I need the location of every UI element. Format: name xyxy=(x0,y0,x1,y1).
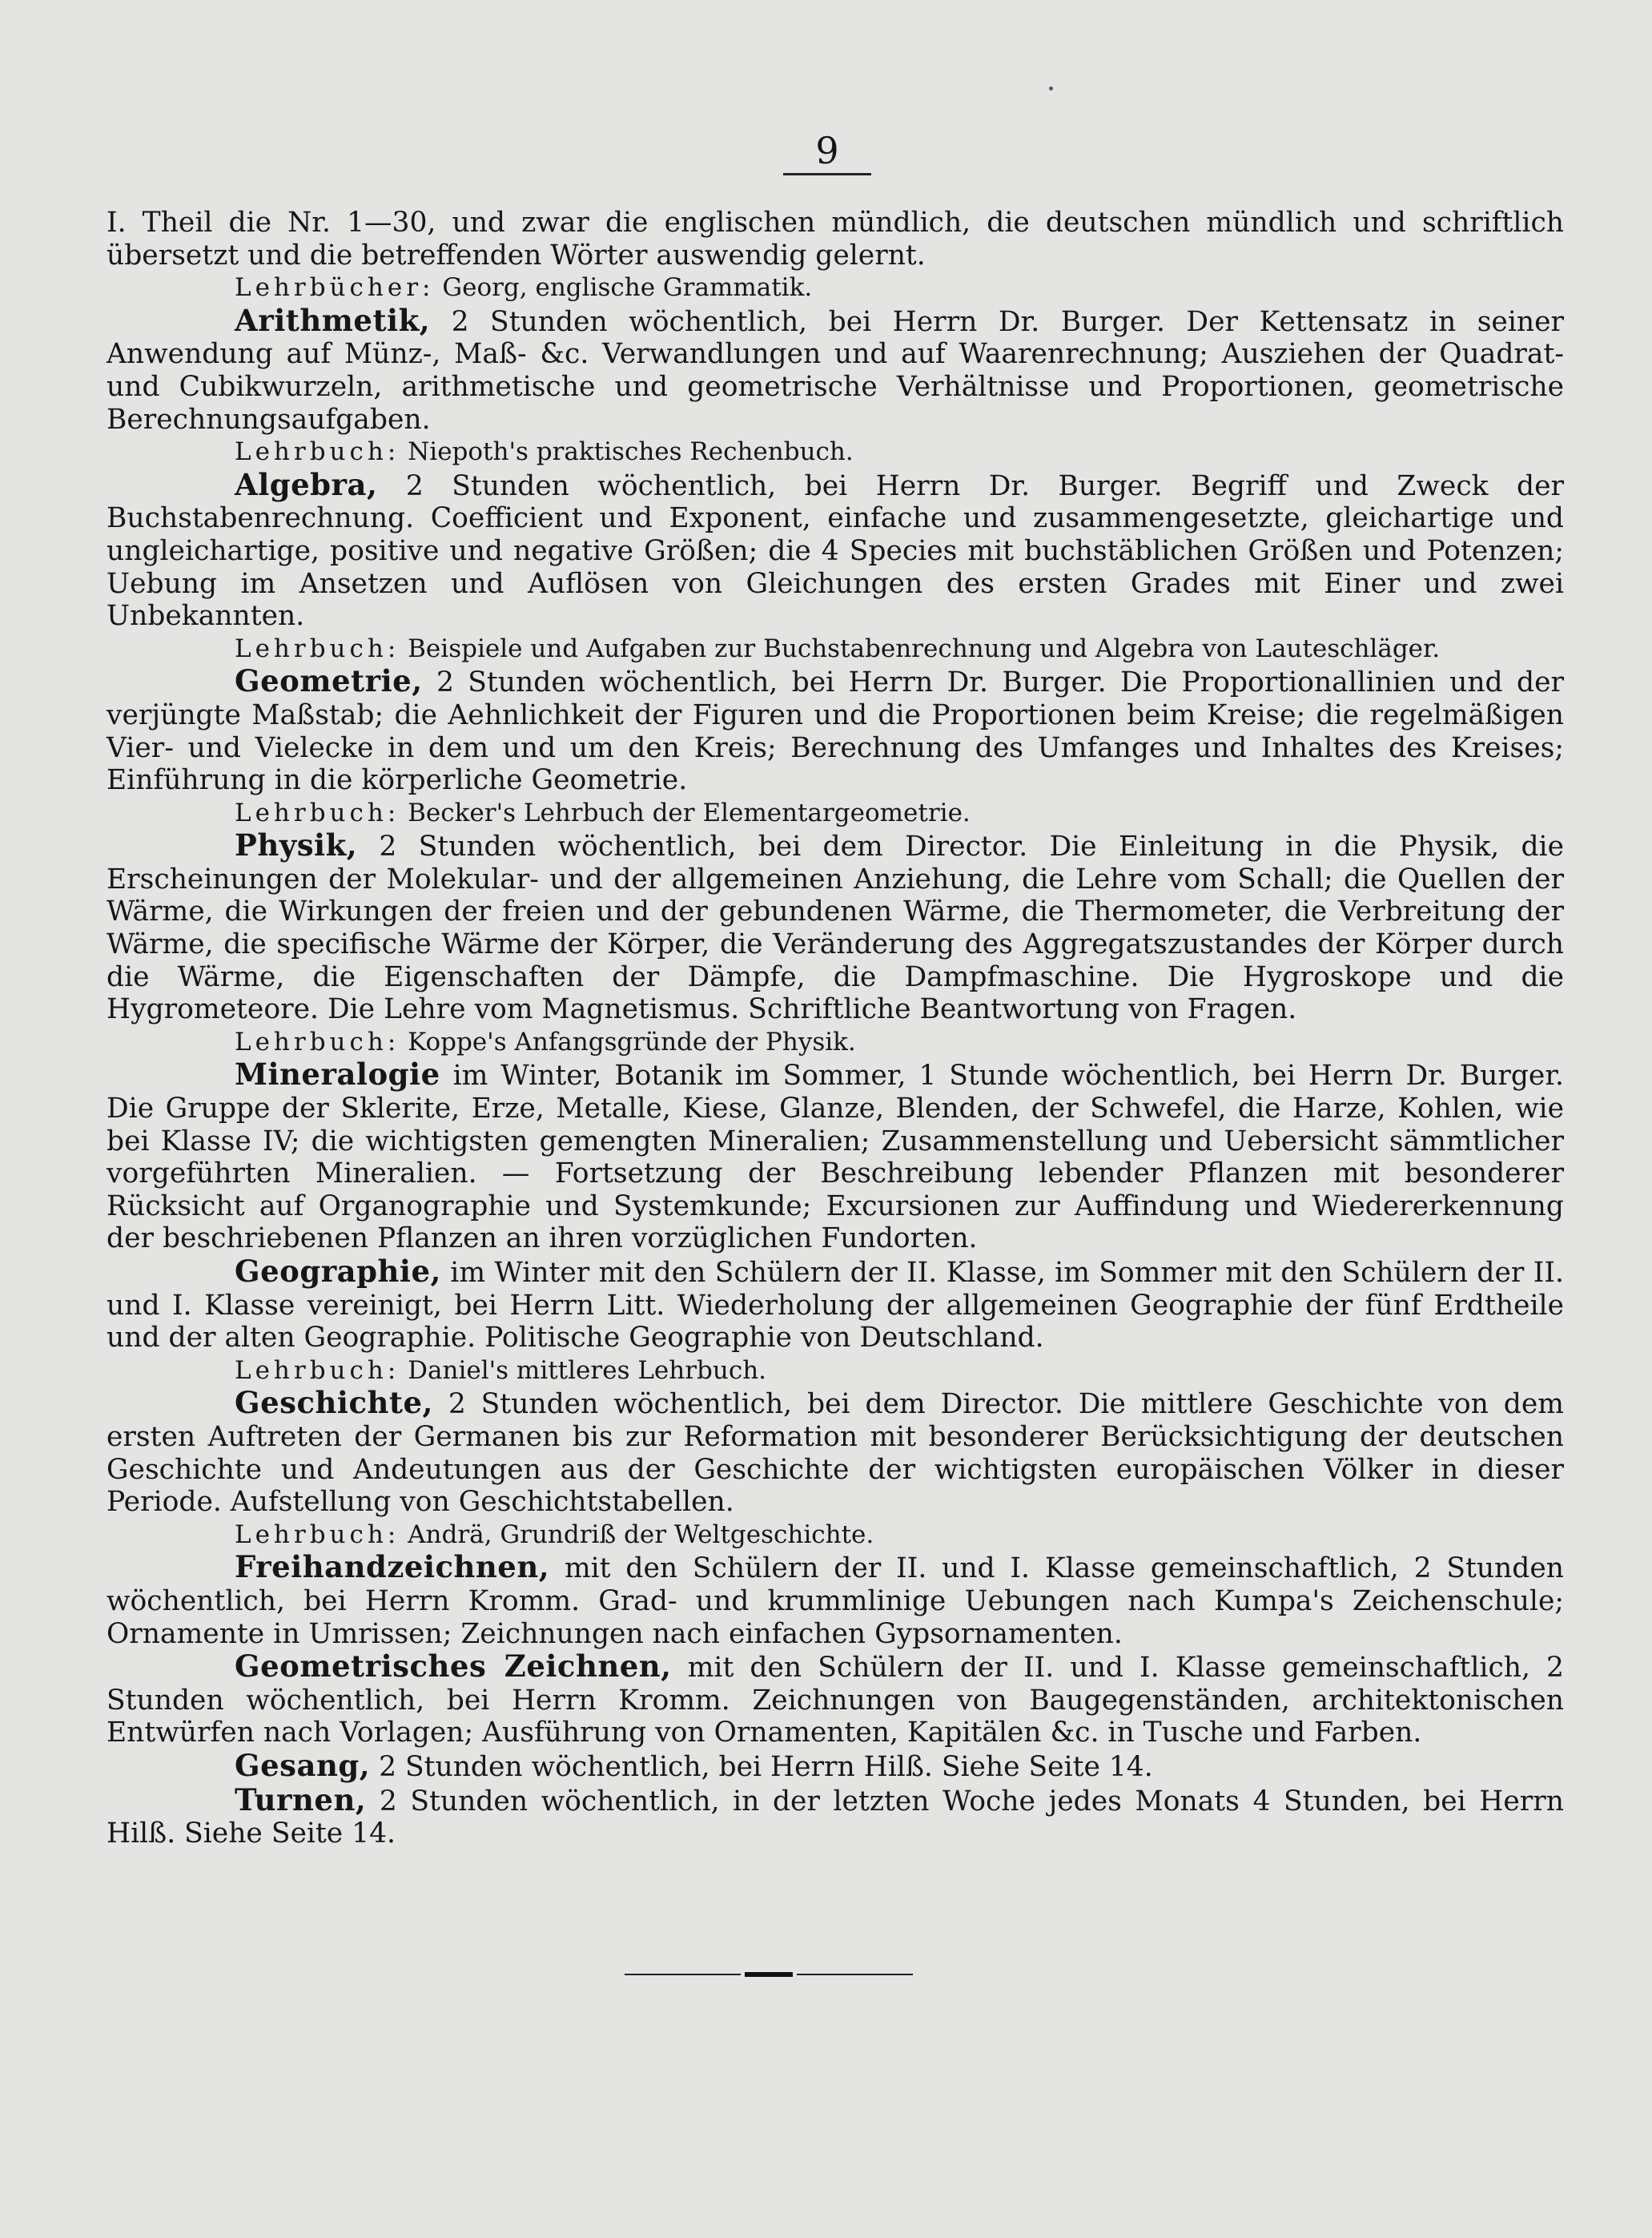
textbook-label: Lehrbuch: xyxy=(235,1027,400,1057)
rule-center-segment xyxy=(745,1972,793,1977)
paragraph-arithmetik xyxy=(107,304,1564,436)
textbook-title: Andrä, Grundriß der Weltgeschichte. xyxy=(408,1520,874,1549)
paragraph-text: 2 Stunden wöchentlich, bei dem Director. Die Einleitung in die Physik, die Erscheinungen der Molekular- und der allgemeinen Anziehung, die Lehre vom Schall; die Quellen der Wärme, die Wirkungen der freien und der gebundenen Wärme, die Thermometer, die Verbreitung der Wärme, die specifische Wärme der Körper, die Veränderung des Aggregatszustandes der Körper durch die Wärme, die Eigenschaften der Dämpfe, die Dampfmaschine. Die Hygroskope und die Hygrometeore. Die Lehre vom Magnetismus. Schriftliche Beantwortung von Fragen. xyxy=(107,831,1565,1026)
textbook-title: Becker's Lehrbuch der Elementargeometrie. xyxy=(408,798,971,827)
textbook-title: Daniel's mittleres Lehrbuch. xyxy=(408,1355,767,1385)
paragraph-geographie xyxy=(107,1255,1564,1354)
textbook-algebra xyxy=(107,633,1564,666)
paragraph-geometrisches-zeichnen xyxy=(107,1650,1564,1749)
paragraph-text: 2 Stunden wöchentlich, in der letzten Woche jedes Monats 4 Stunden, bei Herrn Hilß. Siehe Seite 14. xyxy=(107,1785,1565,1850)
paragraph-text: im Winter mit den Schülern der II. Klasse, im Sommer mit den Schülern der II. und I. Klasse vereinigt, bei Herrn Litt. Wiederholung der allgemeinen Geographie der fünf Erdtheile und der alten Geographie. Politische Geographie von Deutschland. xyxy=(107,1257,1564,1354)
textbook-english xyxy=(107,272,1564,304)
textbook-label: Lehrbuch: xyxy=(235,1355,400,1385)
curriculum-body xyxy=(107,207,1564,1850)
paragraph-freihandzeichnen xyxy=(107,1551,1564,1650)
textbook-geschichte xyxy=(107,1519,1564,1552)
paragraph-physik xyxy=(107,829,1564,1026)
textbook-physik xyxy=(107,1026,1564,1059)
paragraph-english xyxy=(107,207,1564,272)
paragraph-text: im Winter, Botanik im Sommer, 1 Stunde wöchentlich, bei Herrn Dr. Burger. Die Gruppe der Sklerite, Erze, Metalle, Kiese, Glanze, Blenden, der Schwefel, die Harze, Kohlen, wie bei Klasse IV; die wichtigsten gemengten Mineralien; Zusammenstellung und Uebersicht sämmtlicher vorgeführten Mineralien. — Fortsetzung der Beschreibung lebender Pflanzen mit besonderer Rücksicht auf Organographie und Systemkunde; Excursionen zur Auffindung und Wiedererkennung der beschriebenen Pflanzen an ihren vorzüglichen Fundorten. xyxy=(107,1060,1565,1255)
page-number: 9 xyxy=(783,128,871,175)
textbook-title: Beispiele und Aufgaben zur Buchstabenrechnung und Algebra von Lauteschläger. xyxy=(408,634,1441,663)
subject-heading: Geometrie, xyxy=(235,663,423,699)
paragraph-text: 2 Stunden wöchentlich, bei Herrn Dr. Burger. Der Kettensatz in seiner Anwendung auf Münz-, Maß- &c. Verwandlungen und auf Waarenrechnung; Ausziehen der Quadrat- und Cubikwurzeln, arithmetische und geometrische Verhältnisse und Proportionen, geometrische Berechnungsaufgaben. xyxy=(107,305,1564,436)
paragraph-text: mit den Schülern der II. und I. Klasse gemeinschaftlich, 2 Stunden wöchentlich, bei Herrn Kromm. Zeichnungen von Baugegenständen, architektonischen Entwürfen nach Vorlagen; Ausführung von Ornamenten, Kapitälen &c. in Tusche und Farben. xyxy=(107,1652,1565,1749)
subject-heading: Physik, xyxy=(235,827,358,863)
subject-heading: Geographie, xyxy=(235,1254,441,1289)
paragraph-text: 2 Stunden wöchentlich, bei dem Director. Die mittlere Geschichte von dem ersten Auftreten der Germanen bis zur Reformation mit besonderer Berücksichtigung der deutschen Geschichte und Andeutungen aus der Geschichte der wichtigsten europäischen Völker in dieser Periode. Aufstellung von Geschichtstabellen. xyxy=(107,1388,1564,1519)
closing-ornament-rule xyxy=(625,1970,913,1978)
textbook-label: Lehrbuch: xyxy=(235,634,400,663)
subject-heading: Geometrisches Zeichnen, xyxy=(235,1648,672,1685)
rule-left-segment xyxy=(625,1974,741,1975)
paragraph-geschichte xyxy=(107,1387,1564,1518)
paragraph-text: 2 Stunden wöchentlich, bei Herrn Hilß. Siehe Seite 14. xyxy=(379,1750,1153,1783)
paragraph-turnen xyxy=(107,1781,1565,1850)
subject-heading: Mineralogie xyxy=(235,1057,440,1093)
paragraph-text: 2 Stunden wöchentlich, bei Herrn Dr. Burger. Begriff und Zweck der Buchstabenrechnung. Coefficient und Exponent, einfache und zusammengesetzte, gleichartige und ungleichartige, positive und negative Größen; die 4 Species mit buchstäblichen Größen und Potenzen; Uebung im Ansetzen und Auflösen von Gleichungen des ersten Grades mit Einer und zwei Unbekannten. xyxy=(107,469,1564,633)
paragraph-geometrie xyxy=(107,665,1564,796)
print-speck xyxy=(1049,87,1053,91)
paragraph-algebra xyxy=(107,466,1564,633)
textbook-label: Lehrbuch: xyxy=(235,437,400,467)
textbook-arithmetik xyxy=(107,436,1564,469)
textbook-label: Lehrbuch: xyxy=(235,1520,400,1549)
paragraph-text: mit den Schülern der II. und I. Klasse gemeinschaftlich, 2 Stunden wöchentlich, bei Herrn Kromm. Grad- und krummlinige Uebungen nach Kumpa's Zeichenschule; Ornamente in Umrissen; Zeichnungen nach einfachen Gypsornamenten. xyxy=(107,1552,1564,1650)
textbook-geographie xyxy=(107,1354,1564,1387)
textbook-geometrie xyxy=(107,797,1564,830)
textbook-label: Lehrbuch: xyxy=(235,798,400,827)
textbook-title: Niepoth's praktisches Rechenbuch. xyxy=(408,437,854,467)
rule-right-segment xyxy=(797,1974,913,1975)
paragraph-text: 2 Stunden wöchentlich, bei Herrn Dr. Burger. Die Proportionallinien und der verjüngte Maßstab; die Aehnlichkeit der Figuren und die Proportionen beim Kreise; die regelmäßigen Vier- und Vielecke in dem und um den Kreis; Berechnung des Umfanges und Inhaltes des Kreises; Einführung in die körperliche Geometrie. xyxy=(107,666,1565,797)
textbook-label: Lehrbücher: xyxy=(235,273,435,303)
textbook-title: Georg, englische Grammatik. xyxy=(442,273,813,303)
subject-heading: Arithmetik, xyxy=(235,302,431,338)
paragraph-mineralogie xyxy=(107,1058,1564,1255)
textbook-title: Koppe's Anfangsgründe der Physik. xyxy=(408,1027,856,1057)
subject-heading: Gesang, xyxy=(235,1747,371,1783)
paragraph-text: I. Theil die Nr. 1—30, und zwar die englischen mündlich, die deutschen mündlich und schriftlich übersetzt und die betreffenden Wörter auswendig gelernt. xyxy=(107,207,1564,272)
subject-heading: Freihandzeichnen, xyxy=(235,1549,550,1585)
subject-heading: Turnen, xyxy=(235,1781,367,1817)
subject-heading: Geschichte, xyxy=(235,1385,433,1421)
subject-heading: Algebra, xyxy=(235,466,378,502)
paragraph-gesang xyxy=(107,1749,1564,1784)
